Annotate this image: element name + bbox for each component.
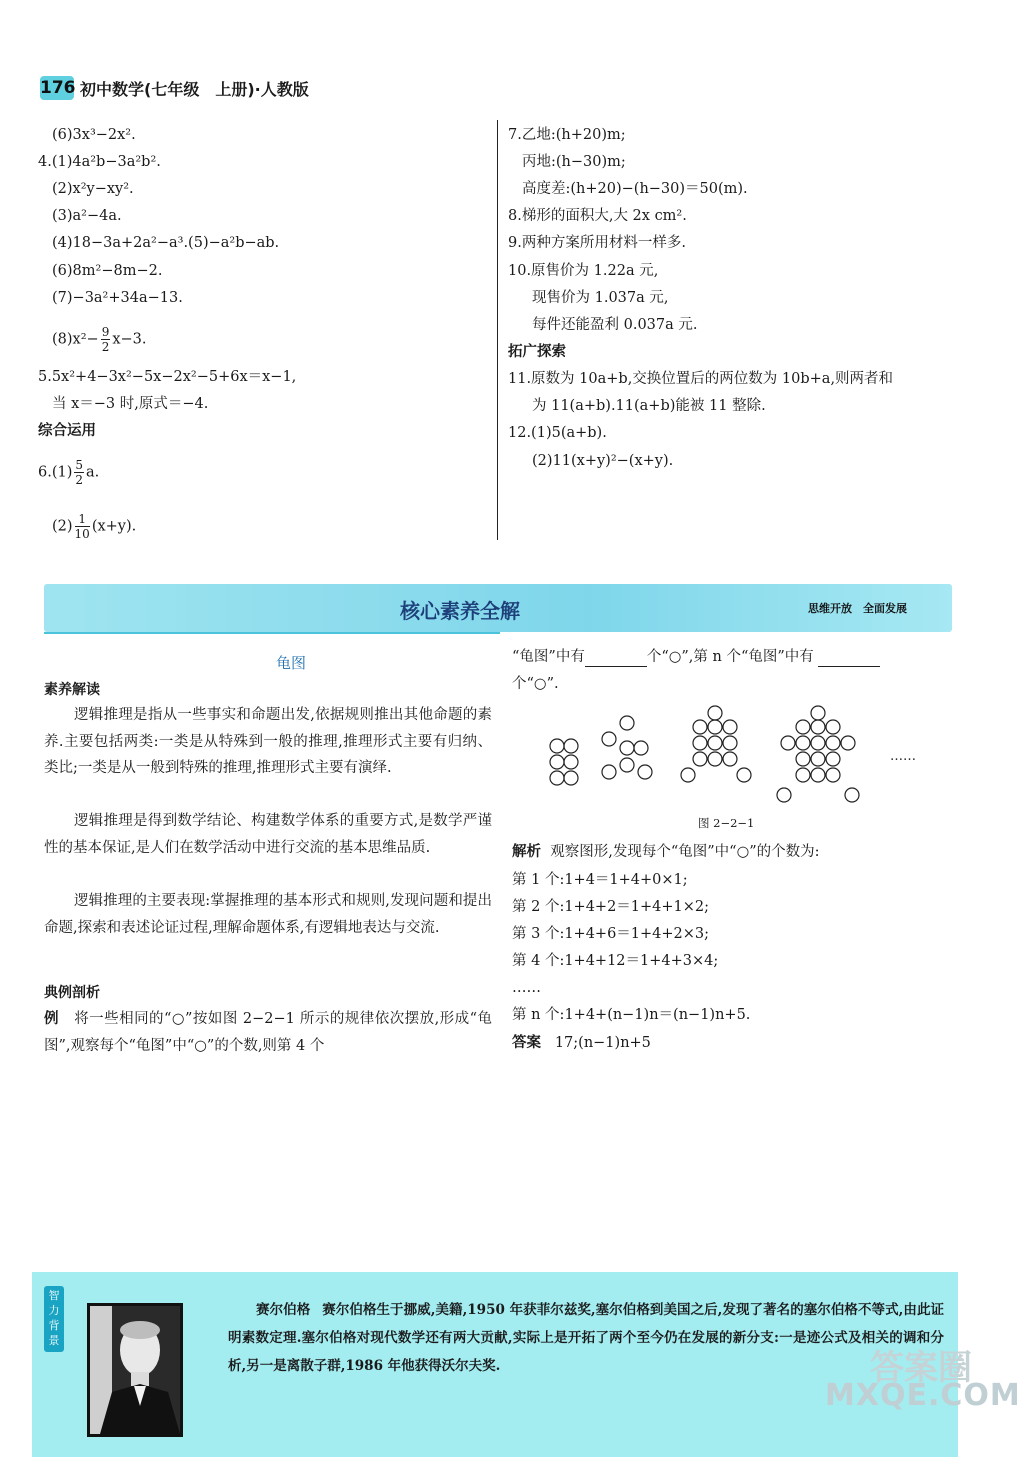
answer-text: 17;(n−1)n+5 — [554, 1035, 651, 1051]
denominator: 2 — [101, 340, 110, 354]
analysis-label: 解析 — [512, 844, 541, 860]
analysis-line — [512, 843, 820, 861]
example-cont: 个“○”,第 n 个“龟图”中有 — [646, 649, 814, 665]
numerator: 9 — [101, 325, 110, 339]
figure-caption: 图 2−2−1 — [698, 816, 755, 830]
example-paragraph — [44, 1006, 492, 1059]
example-continued — [512, 648, 880, 667]
numerator: 1 — [75, 512, 90, 527]
example-text: 将一些相同的“○”按如图 2−2−1 所示的规律依次摆放,形成“龟图”,观察每个“龟图”中“○”的个数,则第 4 个 — [44, 1011, 492, 1054]
example-cont: “龟图”中有 — [512, 649, 585, 665]
banner-subtitle: 思维开放 全面发展 — [808, 602, 907, 615]
answer-line: (2)x²y−xy². — [52, 181, 134, 197]
answer-line: 当 x＝−3 时,原式＝−4. — [52, 396, 209, 412]
answer-text: (2) — [52, 518, 73, 535]
denominator: 10 — [74, 527, 90, 541]
portrait-image — [87, 1303, 183, 1437]
numerator: 5 — [75, 458, 84, 472]
answer-line: (2)11(x+y)²−(x+y). — [532, 453, 674, 469]
banner-title: 核心素养全解 — [400, 599, 520, 623]
answer-line: 4.(1)4a²b−3a²b². — [38, 154, 161, 170]
section-heading: 拓广探索 — [508, 344, 566, 360]
reading-heading: 素养解读 — [44, 682, 100, 698]
bio-tag: 智力背景 — [44, 1286, 64, 1352]
watermark-logo: 答案圈 — [870, 1348, 972, 1388]
paragraph: 逻辑推理是得到数学结论、构建数学体系的重要方式,是数学严谨性的基本保证,是人们在数学活动中进行交流的基本思维品质. — [44, 813, 492, 856]
example-cont: 个“○”. — [512, 676, 559, 692]
bio-name: 赛尔伯格 — [256, 1302, 311, 1318]
section-heading: 综合运用 — [38, 423, 96, 439]
answer-line: 8.梯形的面积大,大 2x cm². — [508, 208, 687, 224]
answer-line: 5.5x²+4−3x²−5x−2x²−5+6x＝x−1, — [38, 369, 297, 385]
paragraph: 逻辑推理的主要表现:掌握推理的基本形式和规则,发现问题和提出命题,探索和表述论证过程,理解命题体系,有逻辑地表达与交流. — [44, 893, 492, 936]
fraction — [75, 512, 90, 541]
answer-line-frac — [52, 325, 147, 354]
answer-text: x−3. — [112, 331, 147, 348]
answer-label: 答案 — [512, 1035, 541, 1051]
column-divider — [497, 120, 498, 540]
topic-title: 龟图 — [276, 654, 307, 672]
answer-text: (8)x²− — [52, 331, 99, 348]
analysis-step: 第 n 个:1+4+(n−1)n＝(n−1)n+5. — [512, 1007, 751, 1023]
answer-line: (3)a²−4a. — [52, 208, 122, 224]
answer-line-frac — [38, 458, 99, 487]
answer-line: 7.乙地:(h+20)m; — [508, 127, 626, 143]
answer-text: a. — [86, 464, 100, 481]
answer-line: 10.原售价为 1.22a 元, — [508, 263, 659, 279]
book-title: 初中数学(七年级 上册)·人教版 — [80, 80, 309, 99]
answer-line: (7)−3a²+34a−13. — [52, 290, 183, 306]
answer-line: (4)18−3a+2a²−a³.(5)−a²b−ab. — [52, 235, 280, 251]
paragraph: 逻辑推理是指从一些事实和命题出发,依据规则推出其他命题的素养.主要包括两类:一类是从特殊到一般的推理,推理形式主要有归纳、类比;一类是从一般到特殊的推理,推理形式主要有演绎. — [44, 707, 492, 776]
answer-line: (6)3x³−2x². — [52, 127, 136, 143]
banner-underline — [44, 632, 500, 634]
fraction — [74, 458, 84, 487]
figure-ellipsis: …… — [890, 749, 916, 764]
fraction — [101, 325, 111, 354]
answer-line: 丙地:(h−30)m; — [522, 154, 626, 170]
turtle-figure — [540, 705, 930, 815]
example-label: 例 — [44, 1010, 59, 1027]
answer-line: (6)8m²−8m−2. — [52, 263, 163, 279]
analysis-step: 第 2 个:1+4+2＝1+4+1×2; — [512, 899, 710, 915]
denominator: 2 — [75, 473, 84, 487]
analysis-step: 第 3 个:1+4+6＝1+4+2×3; — [512, 926, 710, 942]
answer-line: 为 11(a+b).11(a+b)能被 11 整除. — [532, 398, 766, 414]
answer-line: 高度差:(h+20)−(h−30)＝50(m). — [522, 181, 748, 197]
analysis-step: 第 4 个:1+4+12＝1+4+3×4; — [512, 953, 719, 969]
answer-line: 11.原数为 10a+b,交换位置后的两位数为 10b+a,则两者和 — [508, 371, 894, 387]
answer-line-frac — [52, 512, 136, 541]
answer-line: 现售价为 1.037a 元, — [532, 290, 669, 306]
answer-blank — [585, 648, 647, 667]
answer-text: (x+y). — [91, 518, 137, 535]
answer-line: 9.两种方案所用材料一样多. — [508, 235, 686, 251]
analysis-step: …… — [512, 980, 541, 996]
portrait-drawing — [90, 1306, 180, 1434]
bio-body: 赛尔伯格生于挪威,美籍,1950 年获菲尔兹奖,塞尔伯格到美国之后,发现了著名的塞尔伯格不等式,由此证明素数定理.塞尔伯格对现代数学还有两大贡献,实际上是开拓了两个至今仍在发展的新分支:一是迹公式及相关的调和分析,另一是离散子群,1986 年他获得沃尔夫奖. — [228, 1302, 944, 1374]
watermark-url: MXQE.COM — [825, 1378, 1021, 1413]
answer-line: 12.(1)5(a+b). — [508, 425, 607, 441]
answer-line: 每件还能盈利 0.037a 元. — [532, 317, 698, 333]
page-number: 176 — [40, 78, 76, 98]
analysis-text: 观察图形,发现每个“龟图”中“○”的个数为: — [550, 844, 820, 860]
answer-line — [512, 1034, 651, 1052]
example-heading: 典例剖析 — [44, 985, 100, 1001]
bio-text — [228, 1296, 944, 1380]
answer-blank — [818, 648, 880, 667]
answer-text: 6.(1) — [38, 464, 73, 481]
analysis-step: 第 1 个:1+4＝1+4+0×1; — [512, 872, 688, 888]
